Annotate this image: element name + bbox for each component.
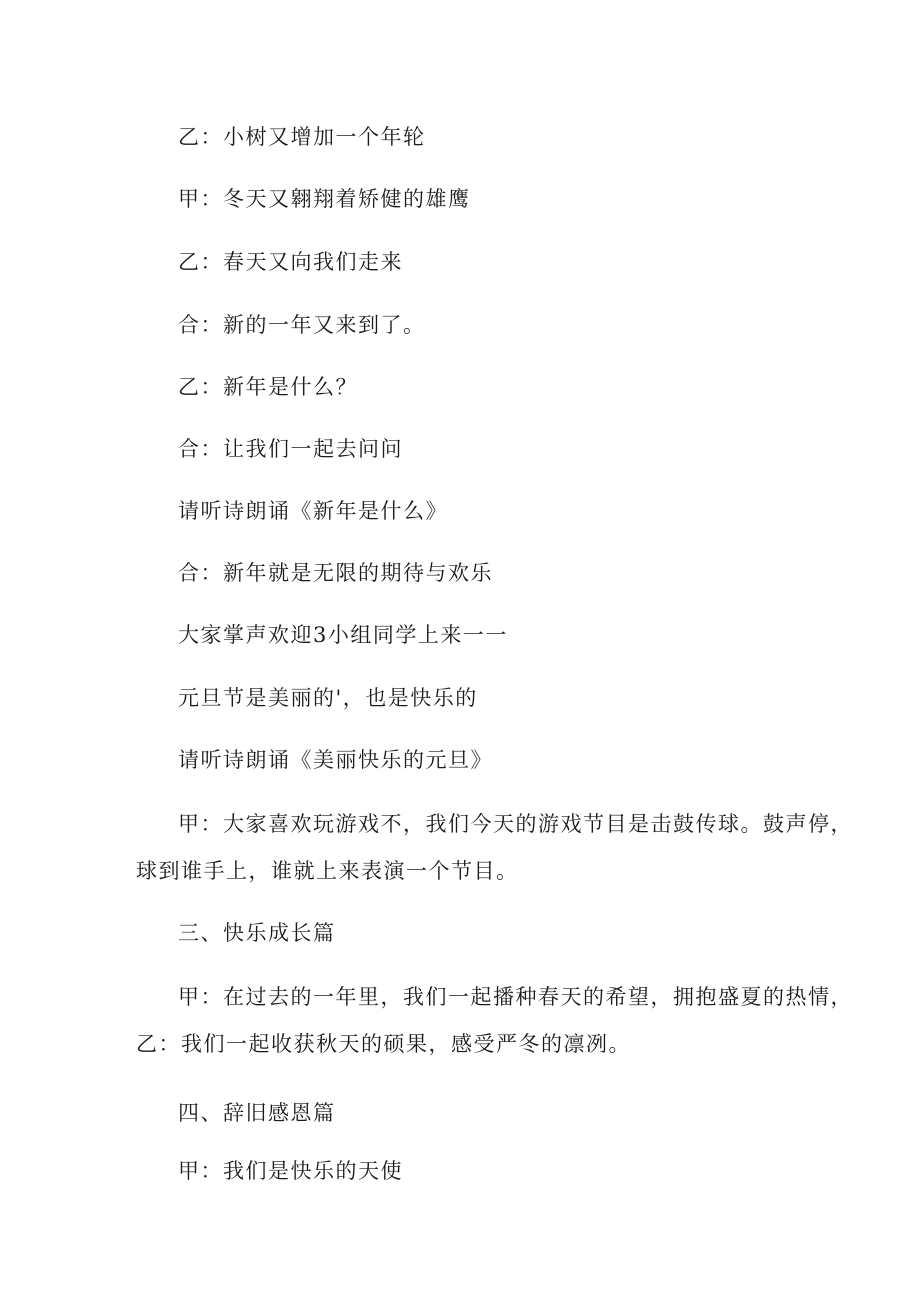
section-heading-three: 三、快乐成长篇: [178, 921, 336, 945]
dialogue-line: 甲：冬天又翱翔着矫健的雄鹰: [178, 187, 471, 211]
game-paragraph-first-line: 甲：大家喜欢玩游戏不，我们今天的游戏节目是击鼓传球。鼓声停，: [178, 812, 853, 836]
program-intro-line: 请听诗朗诵《美丽快乐的元旦》: [178, 748, 493, 772]
dialogue-line: 合：新年就是无限的期待与欢乐: [178, 561, 493, 585]
dialogue-line: 乙：小树又增加一个年轮: [178, 125, 426, 149]
dialogue-line: 乙：春天又向我们走来: [178, 250, 403, 274]
announcement-line: 大家掌声欢迎3小组同学上来一一: [178, 623, 508, 647]
dialogue-line: 乙：新年是什么？: [178, 375, 358, 399]
section-heading-four: 四、辞旧感恩篇: [178, 1101, 336, 1125]
growth-paragraph-first-line: 甲：在过去的一年里，我们一起播种春天的希望，拥抱盛夏的热情，: [178, 985, 853, 1009]
program-intro-line: 请听诗朗诵《新年是什么》: [178, 499, 448, 523]
dialogue-line: 甲：我们是快乐的天使: [178, 1159, 403, 1183]
dialogue-line: 合：新的一年又来到了。: [178, 313, 426, 337]
growth-paragraph-second-line: 乙：我们一起收获秋天的硕果，感受严冬的凛冽。: [136, 1032, 631, 1056]
dialogue-line: 元旦节是美丽的'，也是快乐的: [178, 686, 478, 710]
dialogue-line: 合：让我们一起去问问: [178, 437, 403, 461]
game-paragraph-second-line: 球到谁手上，谁就上来表演一个节目。: [136, 859, 519, 883]
